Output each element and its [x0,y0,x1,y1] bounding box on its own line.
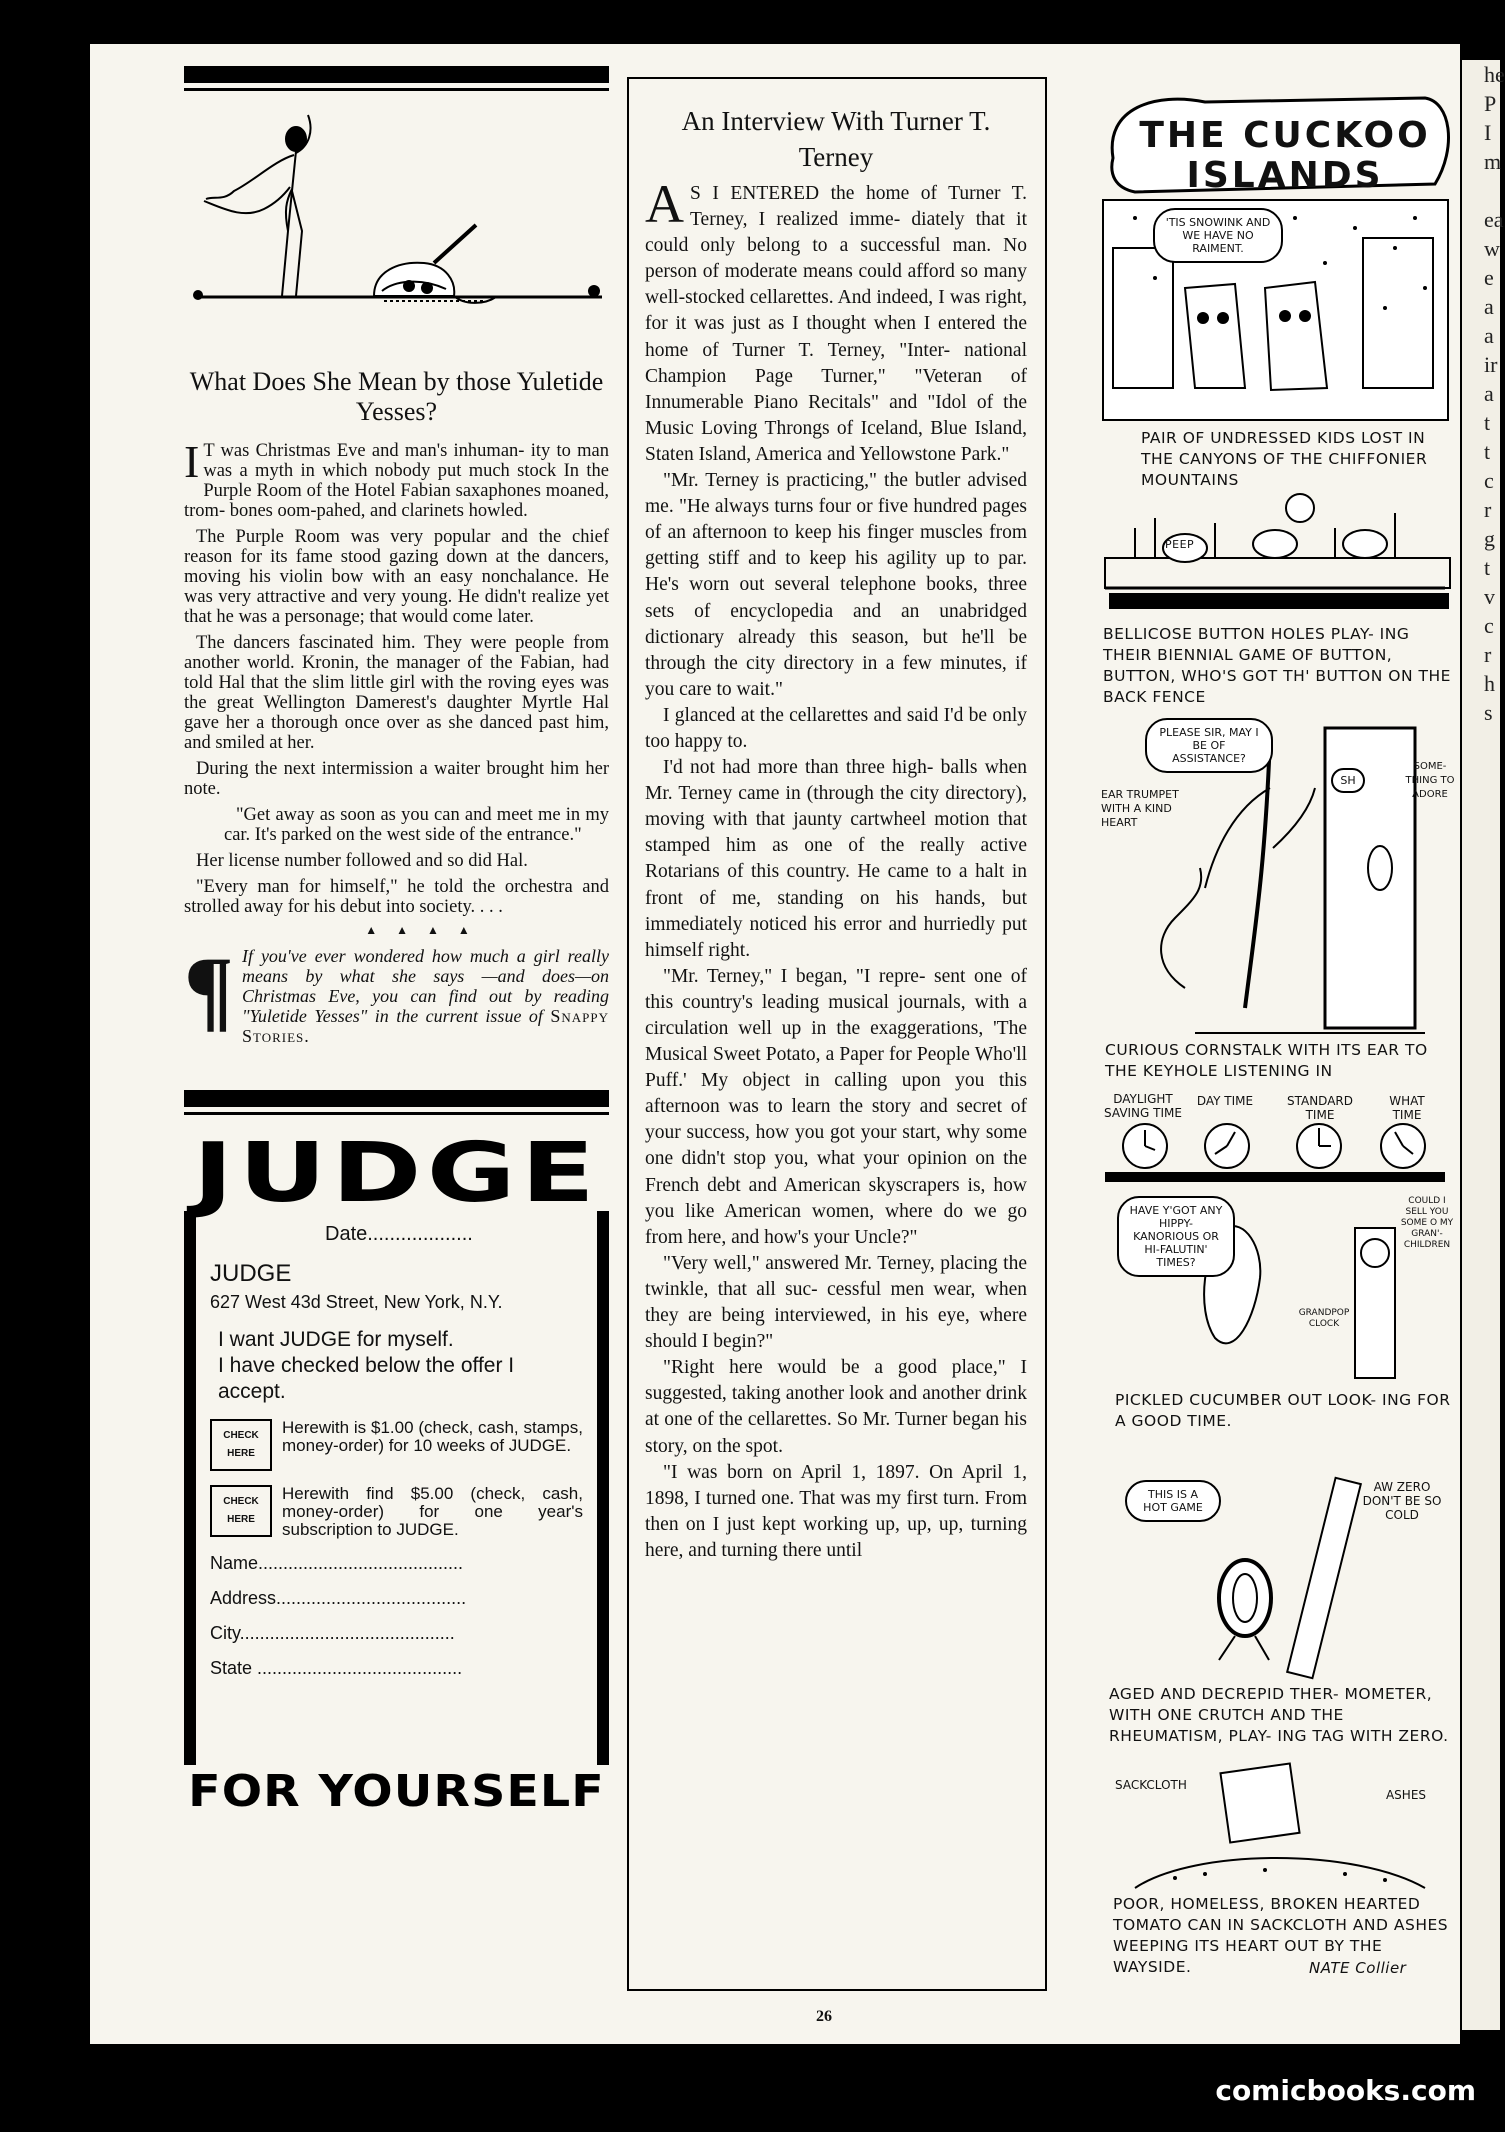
paragraph [645,174,1027,468]
publisher-address: 627 West 43d Street, New York, N.Y. [210,1292,503,1312]
drop-cap: A [645,174,684,234]
caption-cornstalk: CURIOUS CORNSTALK WITH ITS EAR TO THE KEYHOLE LISTENING IN [1105,1041,1428,1080]
ad-rule [184,1090,609,1107]
judge-logo: JUDGE [192,1126,601,1221]
name-field[interactable]: Name......................................... [210,1553,464,1573]
clock-label-standard: STANDARD TIME [1286,1094,1354,1122]
check-here-box[interactable] [210,1485,272,1537]
promo-body: If you've ever wondered how much a girl really means by what she says —and does—on Christmas Eve, you can find out by reading "Yuletide Yesses" in the current issue of [242,946,609,1026]
paragraph: "Mr. Terney," I began, "I repre- sent one of this country's leading musical journals, with a circulation well up in the exaggerations, 'The Musical Sweet Potato, a Paper for People Who'll Puff.' My object in calling upon you this afternoon was to learn the story and secret of your success, how you got your start, why some one didn't stop you, what your opinion on the French debt and American skyscrapers is, how you like American women, where do we go from here, and how's your Uncle?" [645,965,1027,1248]
cuckoo-islands-cartoon [1095,88,1465,1988]
adjacent-page-fragment: r [1484,642,1492,667]
page-number: 26 [816,2008,832,2025]
caption-cucumber: PICKLED CUCUMBER OUT LOOK- ING FOR A GOOD TIME. [1115,1391,1451,1430]
adjacent-page-fragment: a [1484,294,1494,319]
adjacent-page-fragment: ea [1484,207,1504,232]
adjacent-page-fragment: s [1484,700,1493,725]
city-field[interactable]: City........................................... [210,1623,455,1643]
clock-label-what: WHAT TIME [1389,1094,1425,1122]
want-line-1: I want JUDGE for myself. [218,1328,454,1351]
clock-label-day: DAY TIME [1196,1094,1254,1108]
caption-kids: PAIR OF UNDRESSED KIDS LOST IN THE CANYONS OF THE CHIFFONIER MOUNTAINS [1141,429,1428,489]
paragraph: "Very well," answered Mr. Terney, placing the twinkle, that all suc- cessful men wear, when they are being interviewed, in his eye, where should I begin?" [645,1252,1027,1353]
ear-trumpet-label: EAR TRUMPET WITH A KIND HEART [1101,788,1179,829]
pilcrow-icon: ¶ [184,938,234,1040]
adjacent-page-fragment: a [1484,323,1494,348]
ashes-label: ASHES [1385,1788,1427,1802]
cartoon-title: THE CUCKOO ISLANDS [1139,115,1431,196]
check-label: CHECK [223,1430,259,1441]
paragraph: "Every man for himself," he told the orchestra and strolled away for his debut into society. . . . [184,877,609,917]
adjacent-page-fragment: c [1484,613,1494,638]
paragraph: "Right here would be a good place," I suggested, taking another look and another drink at one of the cellarettes. So Mr. Turner began his story, on the spot. [645,1357,1027,1457]
article-headline: What Does She Mean by those Yuletide Yesses? [189,367,604,426]
offer-one-year [210,1485,583,1539]
left-column [184,66,609,1817]
artist-signature: NATE Collier [1309,1959,1407,1977]
adjacent-page-fragment: a [1484,381,1494,406]
paragraph: Her license number followed and so did Hal. [196,851,528,871]
adjacent-page-edge [1462,60,1505,2030]
adjacent-page-fragment: g [1484,526,1495,551]
adjacent-page-fragment: he [1484,62,1505,87]
want-line [210,1327,583,1405]
paragraph: I'd not had more than three high- balls when Mr. Terney came in (through the city directory), moving with that jaunty cartwheel motion that stamped him as one of the really active Rotarians of this country. He came to a halt in front of me, standing on his hands, but immediately noticed his error and hurriedly put himself right. [645,757,1027,961]
speech-balloon: THIS IS A HOT GAME [1125,1480,1221,1522]
date-field[interactable]: Date................... [325,1223,473,1245]
address-field[interactable]: Address...................................... [210,1588,467,1608]
paragraph: I glanced at the cellarettes and said I'd be only too happy to. [645,704,1027,752]
here-label: HERE [227,1448,255,1459]
thermometer-speech: AW ZERO DON'T BE SO COLD [1362,1480,1442,1522]
adjacent-page-fragment: m [1484,149,1502,174]
adjacent-page-fragment: r [1484,497,1492,522]
something-to-adore-label: SOME- THING TO ADORE [1405,761,1455,800]
offer-10-weeks [210,1419,583,1471]
here-label: HERE [227,1514,255,1525]
adjacent-page-fragment: c [1484,468,1494,493]
clock-label-daylight: DAYLIGHT SAVING TIME [1104,1092,1182,1120]
state-field[interactable]: State ......................................... [210,1658,463,1678]
section-dots: ▲ ▲ ▲ ▲ [365,923,478,937]
adjacent-page-fragment: h [1484,671,1495,696]
peep-label: PEEP [1165,538,1195,551]
check-here-box[interactable] [210,1419,272,1471]
want-line-2: I have checked below the offer I accept. [218,1354,515,1403]
caption-tomato-can: POOR, HOMELESS, BROKEN HEARTED TOMATO CAN IN SACKCLOTH AND ASHES WEEPING ITS HEART OUT BY THE WAYSIDE. [1113,1895,1449,1976]
grandpop-clock-label: GRANDPOP CLOCK [1298,1308,1350,1329]
note-quote: "Get away as soon as you can and meet me in my car. It's parked on the west side of the entrance." [224,805,609,845]
article-body [184,436,609,917]
watermark: comicbooks.com [1215,2074,1476,2107]
grandpop-speech: COULD I SELL YOU SOME O MY GRAN'- CHILDREN [1400,1196,1454,1250]
dancer-illustration [184,91,609,361]
caption-buttons: BELLICOSE BUTTON HOLES PLAY- ING THEIR BIENNIAL GAME OF BUTTON, BUTTON, WHO'S GOT TH' BUTTON ON THE BACK FENCE [1103,625,1451,706]
paragraph-text: S I ENTERED the home of Turner T. Terney, I realized imme- diately that it could only belong to a successful man. No person of moderate means could afford so many well-stocked cellarettes. And indeed, I was right, for it was just as I thought when I entered the home of Turner T. Terney, "Inter- national Champion Page Turner," "Veteran of Innumerable Piano Recitals" and "Idol of the Music Loving Throngs of Iceland, Blue Island, Staten Island, America and Yellowstone Park." [645,183,1027,465]
top-rule [184,66,609,83]
paragraph-text: T was Christmas Eve and man's inhuman- ity to man was a myth in which nobody put much stock In the Purple Room of the Hotel Fabian saxaphones moaned, trom- bones oom-pahed, and clarinets howled. [184,441,609,521]
adjacent-page-fragment [1462,176,1500,205]
adjacent-page-fragment: ir [1484,352,1498,377]
interview-body [645,174,1027,1564]
speech-balloon: 'TIS SNOWINK AND WE HAVE NO RAIMENT. [1153,208,1283,263]
adjacent-page-fragment: P [1484,91,1497,116]
adjacent-page-fragment: t [1484,410,1491,435]
adjacent-page-fragment: t [1484,555,1491,580]
ad-thin-rule [184,1112,609,1115]
adjacent-page-fragment: t [1484,439,1491,464]
adjacent-page-fragment: w [1484,236,1500,261]
check-label: CHECK [223,1496,259,1507]
paragraph: The Purple Room was very popular and the chief reason for its fame stood gazing down at the dancers, moving his violin bow with an easy nonchalance. He was very attractive and very young. He didn't realize yet that he was a personage; that would come later. [184,527,609,627]
adjacent-page-fragment: e [1484,265,1494,290]
publisher-name: JUDGE [210,1260,292,1287]
offer-text: Herewith is $1.00 (check, cash, stamps, money-order) for 10 weeks of JUDGE. [282,1418,583,1455]
paragraph [184,436,609,521]
paragraph: "I was born on April 1, 1897. On April 1, 1898, I turned one. That was my first turn. From then on I just kept working up, up, up, turning here, and turning there until [645,1461,1027,1561]
offer-text: Herewith find $5.00 (check, cash, money-order) for one year's subscription to JUDGE. [282,1484,583,1539]
promo-note [184,938,610,1046]
speech-balloon: PLEASE SIR, MAY I BE OF ASSISTANCE? [1145,718,1273,773]
interview-title: An Interview With Turner T. Terney [681,106,991,172]
caption-thermometer: AGED AND DECREPID THER- MOMETER, WITH ONE CRUTCH AND THE RHEUMATISM, PLAY- ING TAG WITH ZERO. [1109,1685,1449,1745]
drop-cap: I [184,436,200,487]
promo-text [242,946,609,1046]
paragraph: During the next intermission a waiter brought him her note. [184,759,609,799]
adjacent-page-fragment: I [1484,120,1492,145]
paragraph: "Mr. Terney is practicing," the butler advised me. "He always turns four or five hundred pages of an afternoon to keep his finger muscles from getting stiff and to keep his agility up to par. He's worn out several telephone books, three sets of encyclopedia and an unabridged dictionary already this season, but he'll be through the city directory in a few minutes, if you care to wait." [645,470,1027,700]
interview-article [627,77,1047,1991]
ad-tagline: FOR YOURSELF [188,1766,605,1817]
subscription-coupon [184,1211,609,1765]
sackcloth-label: SACKCLOTH [1115,1778,1187,1792]
sh-balloon: SH [1331,768,1365,793]
speech-balloon: HAVE Y'GOT ANY HIPPY- KANORIOUS OR HI-FALUTIN' TIMES? [1117,1196,1235,1277]
adjacent-page-fragment: v [1484,584,1495,609]
paragraph: The dancers fascinated him. They were people from another world. Kronin, the manager of the Fabian, had told Hal that the slim little girl with the roving eyes was the great Wellington Damerest's daughter Myrtle Hal gave her a thorough once over as she danced past him, and smiled at her. [184,633,609,753]
magazine-name: Snappy Stories. [242,1006,610,1046]
